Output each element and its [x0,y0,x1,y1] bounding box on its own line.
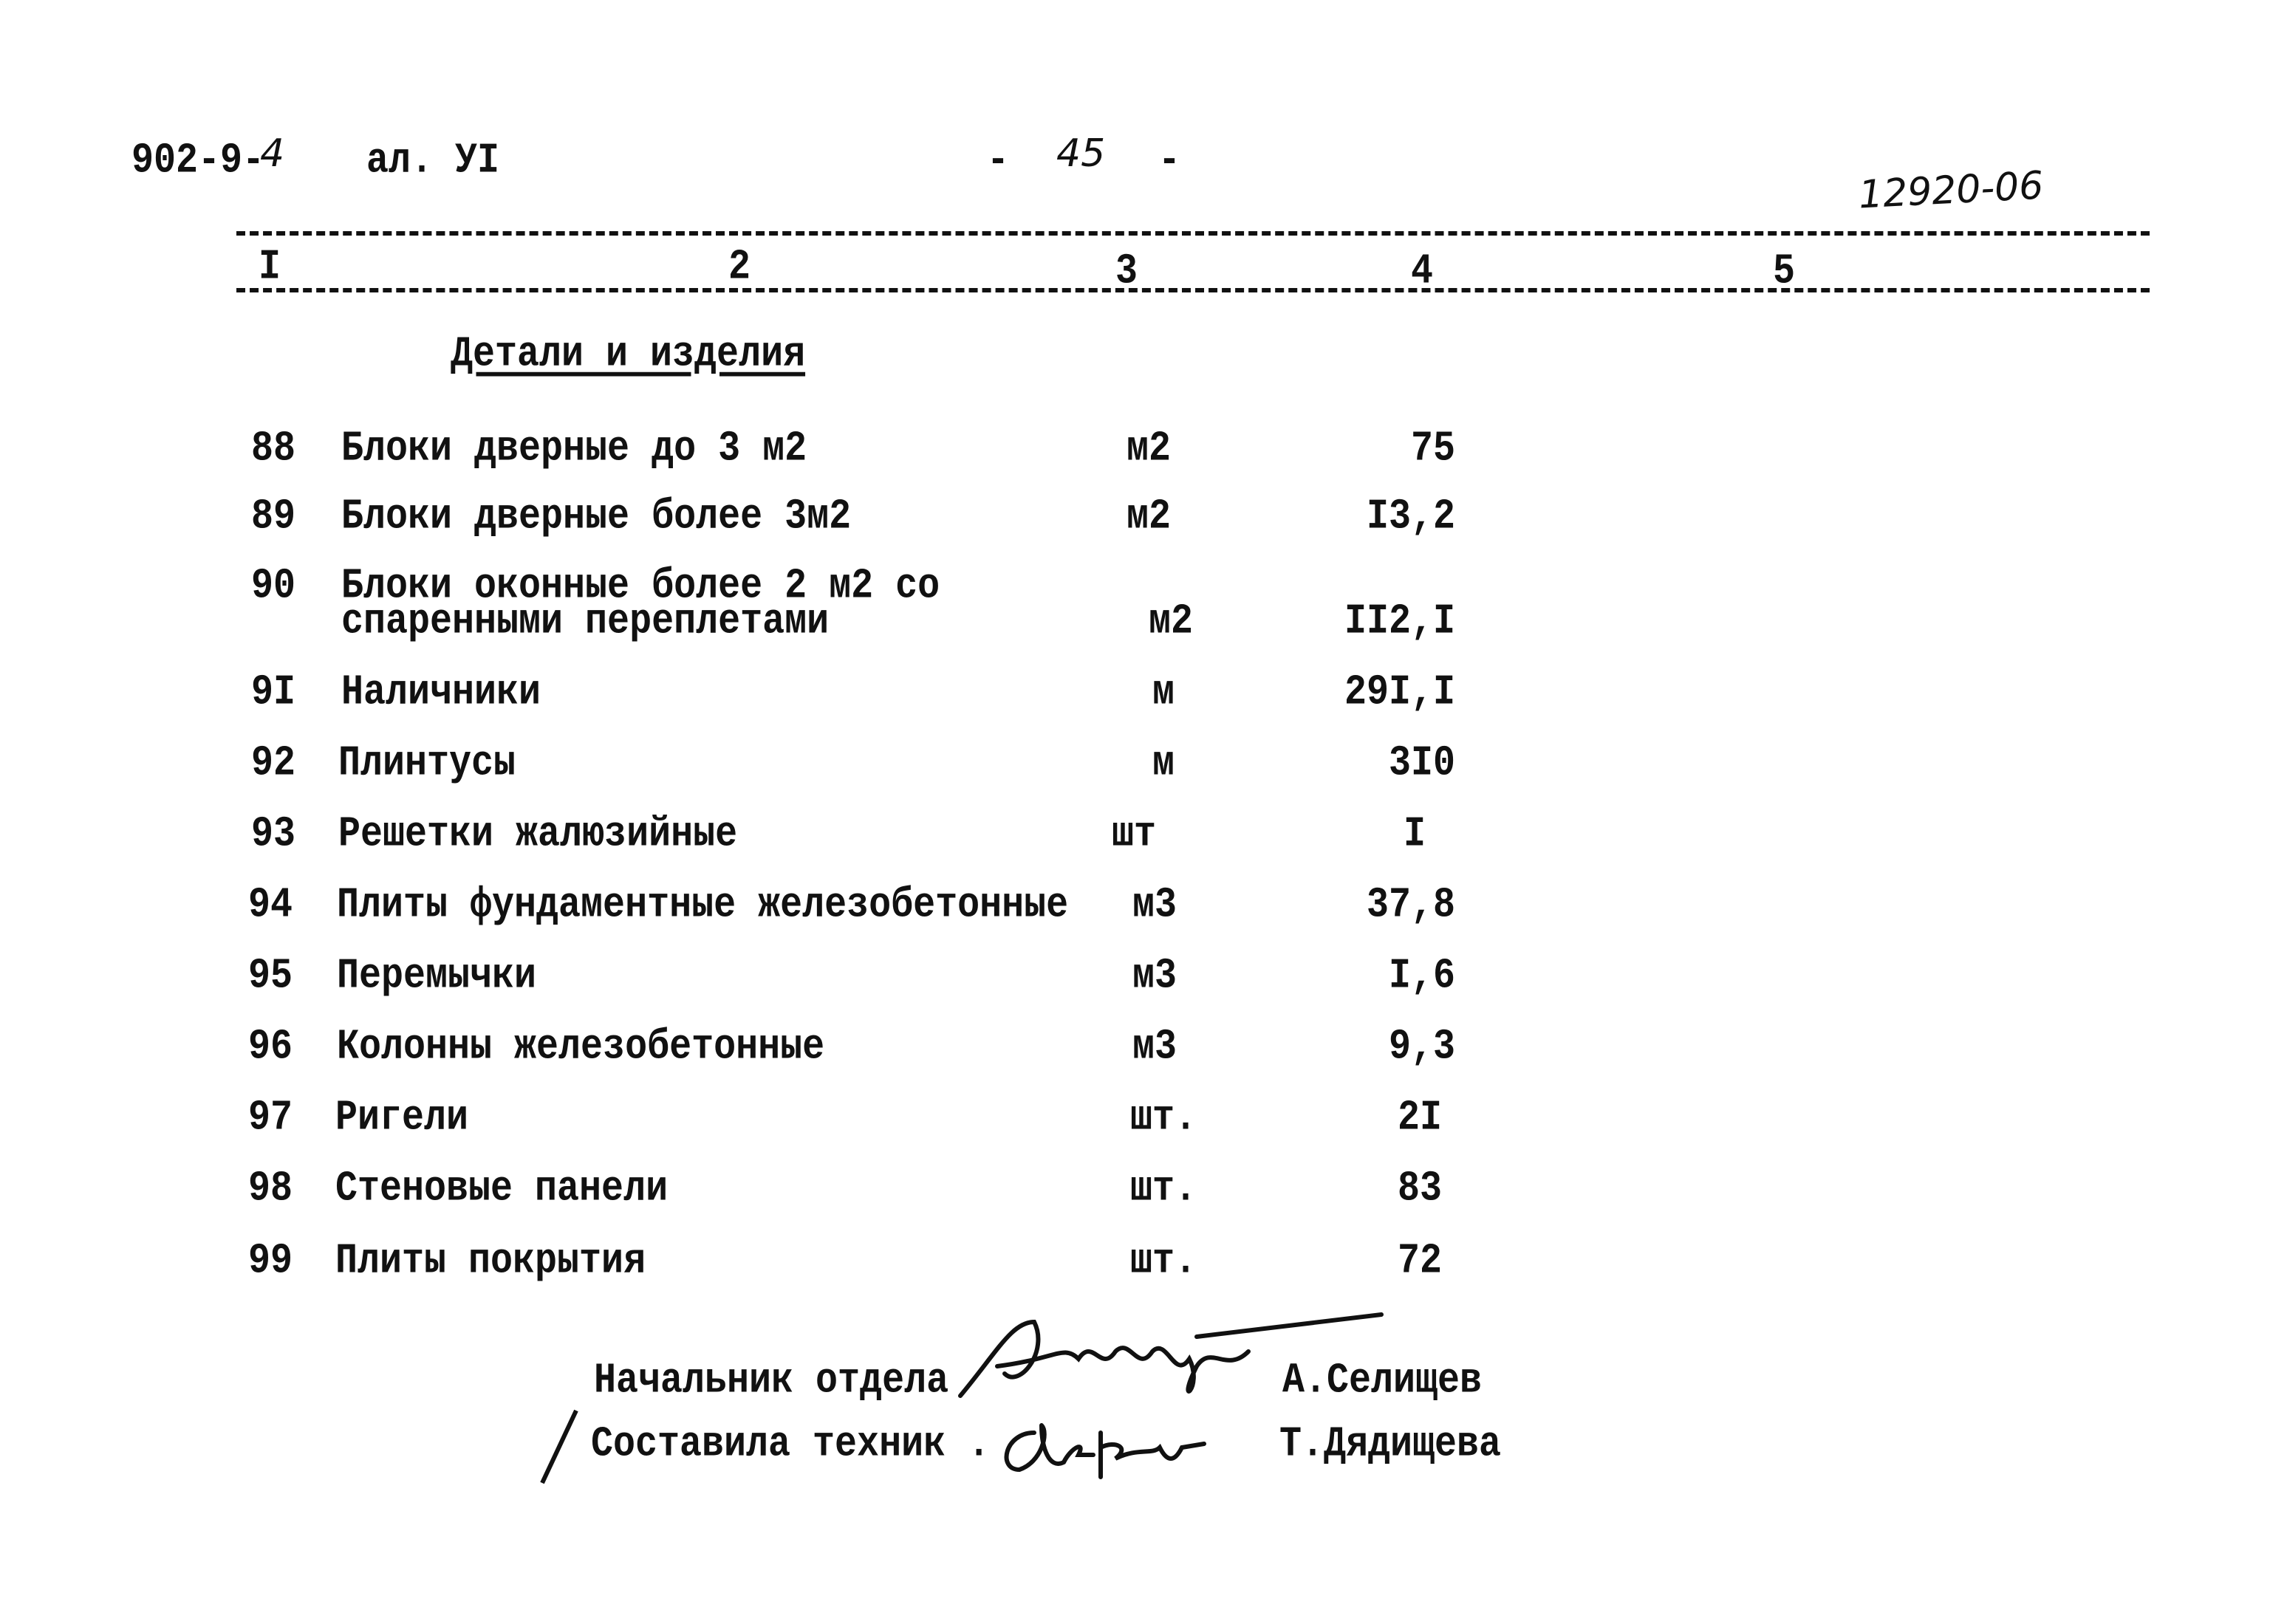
row-name-continued: спаренными переплетами [341,597,830,646]
page-number: 45 [1056,131,1106,176]
row-name: Перемычки [337,952,537,1001]
document-code: 902-9- [131,137,265,185]
row-number: 93 [251,810,296,859]
row-unit: м [1152,668,1175,717]
row-number: 98 [248,1165,293,1213]
row-value: I3,2 [1366,493,1455,541]
column-number: 4 [1411,247,1434,296]
row-name: Наличники [341,668,541,717]
row-number: 96 [248,1023,293,1072]
column-number: 3 [1115,247,1138,296]
page-dash-right: - [1158,137,1181,185]
row-value: 75 [1410,425,1455,473]
page-dash-left: - [987,137,1010,185]
row-unit: шт. [1129,1165,1197,1213]
table-header-top-rule [236,231,2150,236]
head-of-department-name: А.Селищев [1282,1357,1483,1405]
compiler-name: Т.Дядищева [1279,1420,1502,1469]
row-name: Блоки оконные более 2 м2 со [341,562,940,611]
document-code-handwritten: 4 [260,131,285,176]
row-number: 99 [248,1237,293,1286]
row-value: 37,8 [1366,881,1455,930]
row-name: Колонны железобетонные [337,1023,825,1072]
row-value: 29I,I [1344,668,1455,717]
row-value: 3I0 [1388,739,1455,788]
compiler-signature-icon [990,1403,1211,1484]
row-name: Стеновые панели [335,1165,669,1213]
margin-mark-icon [532,1403,591,1492]
row-number: 95 [248,952,293,1001]
column-number: 2 [728,243,751,292]
row-name: Плиты покрытия [335,1237,646,1286]
row-value: 2I [1397,1094,1442,1142]
row-number: 94 [248,881,293,930]
row-name: Блоки дверные до 3 м2 [341,425,807,473]
row-unit: м2 [1148,597,1193,646]
row-unit: м3 [1132,881,1177,930]
album-label: ал. УI [366,137,500,185]
row-name: Плиты фундаментные железобетонные [337,881,1069,930]
row-unit: м [1152,739,1175,788]
row-unit: м2 [1126,493,1171,541]
row-unit: м3 [1132,952,1177,1001]
row-number: 90 [251,562,296,611]
compiler-label: Составила техник . [591,1420,991,1469]
row-name: Блоки дверные более 3м2 [341,493,852,541]
table-header-bottom-rule [236,288,2150,292]
row-unit: шт. [1129,1094,1197,1142]
row-name: Ригели [335,1094,469,1142]
row-value: I [1403,810,1426,859]
row-number: 97 [248,1094,293,1142]
section-title: Детали и изделия [451,330,806,379]
row-value: 72 [1397,1237,1442,1286]
row-value: II2,I [1344,597,1455,646]
row-unit: м3 [1132,1023,1177,1072]
row-name: Плинтусы [338,739,516,788]
row-unit: м2 [1126,425,1171,473]
row-value: 83 [1397,1165,1442,1213]
row-name: Решетки жалюзийные [338,810,738,859]
row-value: 9,3 [1388,1023,1455,1072]
row-number: 92 [251,739,296,788]
row-number: 9I [251,668,296,717]
row-unit: шт. [1129,1237,1197,1286]
row-number: 88 [251,425,296,473]
column-number: 5 [1773,247,1796,296]
head-of-department-label: Начальник отдела [594,1357,949,1405]
row-unit: шт [1111,810,1156,859]
row-number: 89 [251,493,296,541]
stamp-number: 12920-06 [1857,163,2045,218]
column-number: I [259,243,281,292]
row-value: I,6 [1388,952,1455,1001]
